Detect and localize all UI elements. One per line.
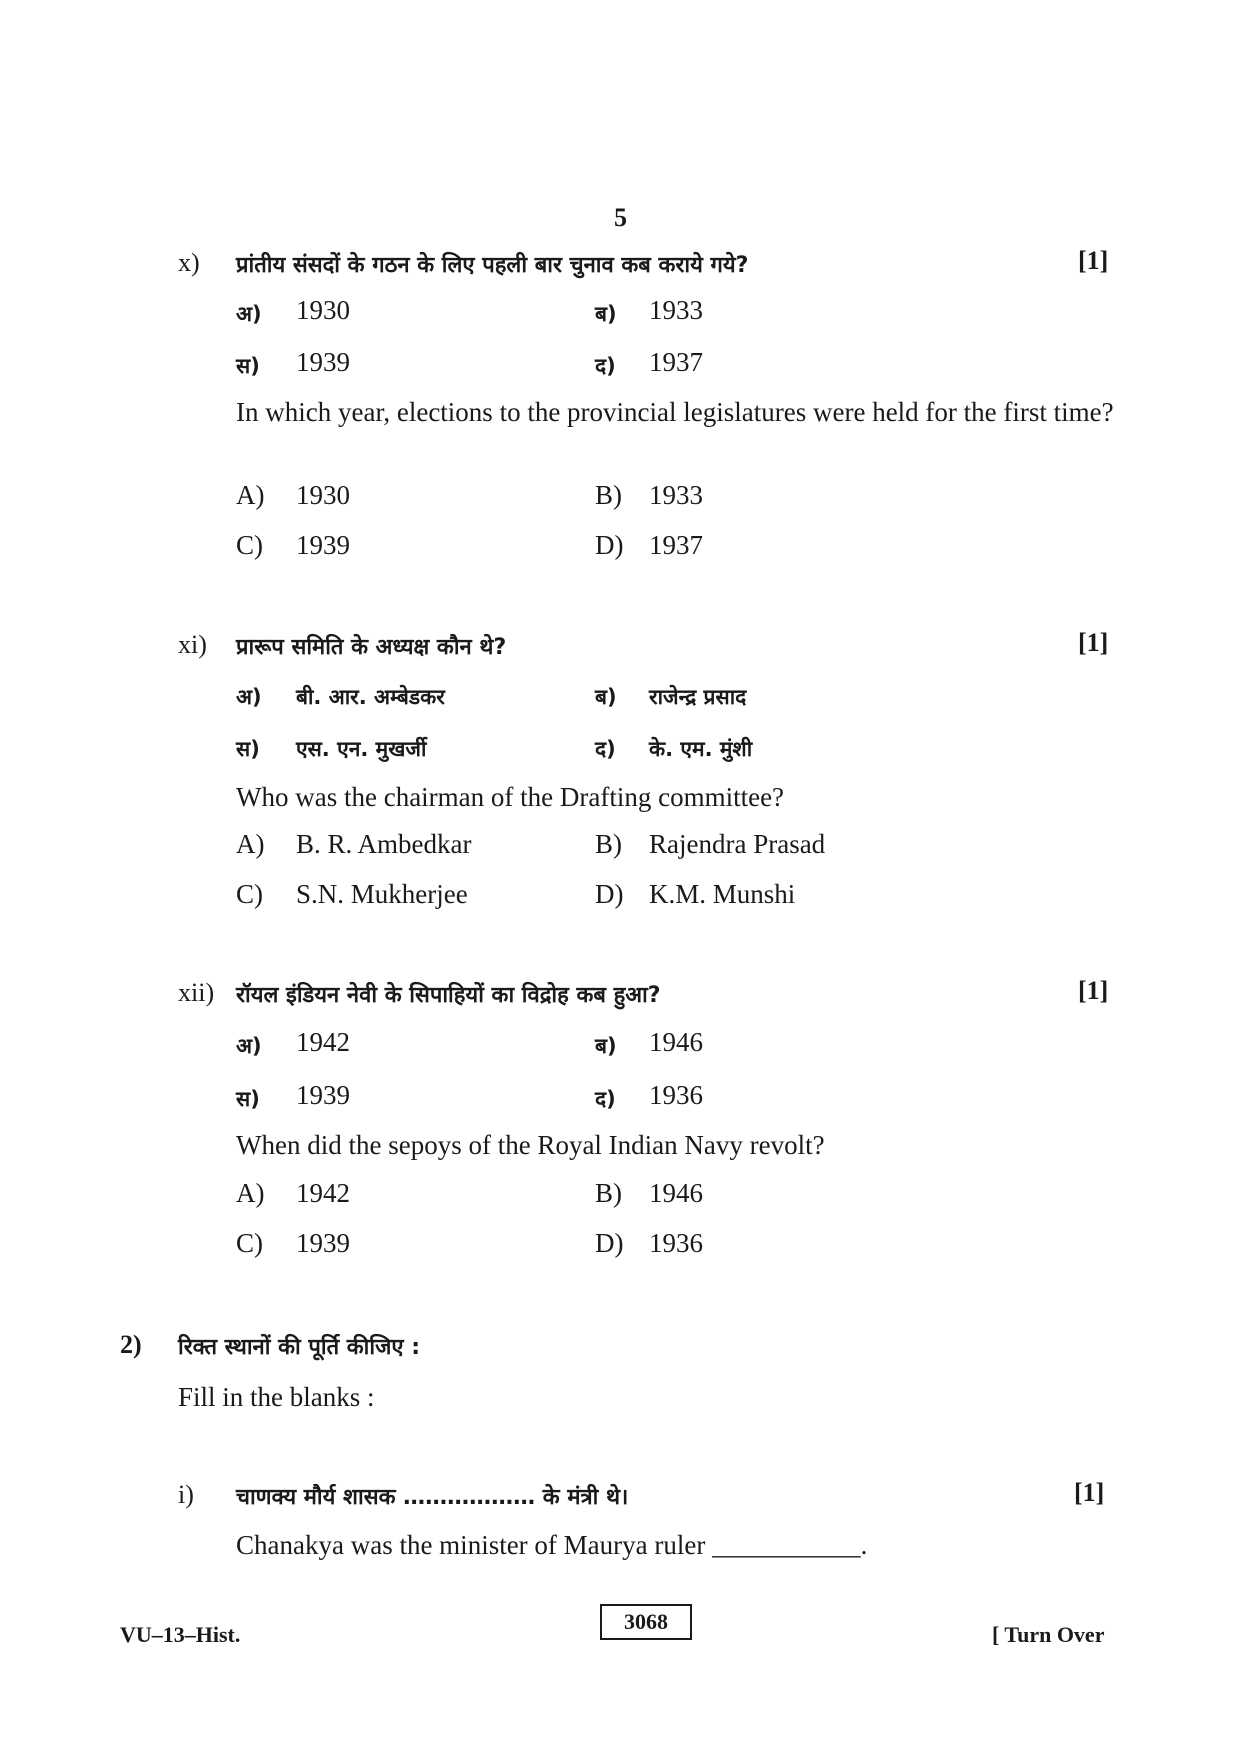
option-label: D) xyxy=(595,530,624,560)
option-label: द) xyxy=(595,737,616,761)
option-value: 1936 xyxy=(649,1080,703,1110)
option-label: द) xyxy=(595,1087,616,1111)
option-label: B) xyxy=(595,1178,622,1208)
option-label: स) xyxy=(236,354,260,378)
option-value: 1933 xyxy=(649,295,703,325)
option-label: C) xyxy=(236,879,263,909)
question-text-english: In which year, elections to the provincial legislatures were held for the first time? xyxy=(236,397,1114,427)
option-value: Rajendra Prasad xyxy=(649,829,826,859)
option-value: 1937 xyxy=(649,347,703,377)
option-value: 1946 xyxy=(649,1178,703,1208)
option-label: C) xyxy=(236,530,263,560)
option-label: A) xyxy=(236,480,265,510)
option-label: द) xyxy=(595,354,616,378)
option-label: C) xyxy=(236,1228,263,1258)
question-text-english: When did the sepoys of the Royal Indian Navy revolt? xyxy=(236,1130,825,1160)
page-code-box: 3068 xyxy=(600,1604,692,1640)
option-value: 1939 xyxy=(296,347,350,377)
option-value: B. R. Ambedkar xyxy=(296,829,472,859)
option-value: 1930 xyxy=(296,295,350,325)
option-label: A) xyxy=(236,1178,265,1208)
item-text-hindi: चाणक्य मौर्य शासक ……………… के मंत्री थे। xyxy=(236,1485,629,1510)
question-text-hindi: प्रांतीय संसदों के गठन के लिए पहली बार चुनाव कब कराये गये? xyxy=(236,253,749,278)
marks-badge: [1] xyxy=(1078,628,1109,657)
option-value: K.M. Munshi xyxy=(649,879,796,909)
question-number: xi) xyxy=(178,630,207,659)
option-label: अ) xyxy=(236,685,262,709)
option-label: अ) xyxy=(236,302,262,326)
option-label: A) xyxy=(236,829,265,859)
option-value: बी. आर. अम्बेडकर xyxy=(296,685,445,709)
option-value: एस. एन. मुखर्जी xyxy=(296,737,427,761)
question-text-english: Who was the chairman of the Drafting committee? xyxy=(236,782,785,812)
option-value: 1946 xyxy=(649,1027,703,1057)
option-label: ब) xyxy=(595,685,617,709)
option-value: 1933 xyxy=(649,480,703,510)
marks-badge: [1] xyxy=(1074,1478,1105,1507)
option-label: स) xyxy=(236,1087,260,1111)
marks-badge: [1] xyxy=(1078,976,1109,1005)
option-value: के. एम. मुंशी xyxy=(649,737,753,761)
turn-over-note: [ Turn Over xyxy=(992,1622,1105,1647)
option-label: D) xyxy=(595,879,624,909)
question-text-hindi: रॉयल इंडियन नेवी के सिपाहियों का विद्रोह कब हुआ? xyxy=(236,983,661,1008)
paper-code: VU–13–Hist. xyxy=(120,1622,241,1647)
option-value: 1930 xyxy=(296,480,350,510)
option-value: 1939 xyxy=(296,1228,350,1258)
marks-badge: [1] xyxy=(1078,246,1109,275)
option-value: 1939 xyxy=(296,530,350,560)
question-number: xii) xyxy=(178,978,215,1007)
option-label: B) xyxy=(595,480,622,510)
option-label: ब) xyxy=(595,302,617,326)
item-number: i) xyxy=(178,1480,194,1509)
option-value: राजेन्द्र प्रसाद xyxy=(649,685,747,709)
option-value: 1942 xyxy=(296,1178,350,1208)
question-text-hindi: प्रारूप समिति के अध्यक्ष कौन थे? xyxy=(236,635,507,660)
option-label: ब) xyxy=(595,1034,617,1058)
page-number: 5 xyxy=(614,203,627,232)
section-number: 2) xyxy=(120,1330,142,1359)
option-value: 1937 xyxy=(649,530,703,560)
item-text-english: Chanakya was the minister of Maurya ruler ___________. xyxy=(236,1530,868,1560)
option-label: स) xyxy=(236,737,260,761)
option-value: 1936 xyxy=(649,1228,703,1258)
option-label: D) xyxy=(595,1228,624,1258)
option-value: S.N. Mukherjee xyxy=(296,879,468,909)
option-label: B) xyxy=(595,829,622,859)
option-label: अ) xyxy=(236,1034,262,1058)
section-title-english: Fill in the blanks : xyxy=(178,1382,375,1412)
question-number: x) xyxy=(178,248,200,277)
option-value: 1942 xyxy=(296,1027,350,1057)
section-title-hindi: रिक्त स्थानों की पूर्ति कीजिए : xyxy=(178,1335,421,1360)
option-value: 1939 xyxy=(296,1080,350,1110)
